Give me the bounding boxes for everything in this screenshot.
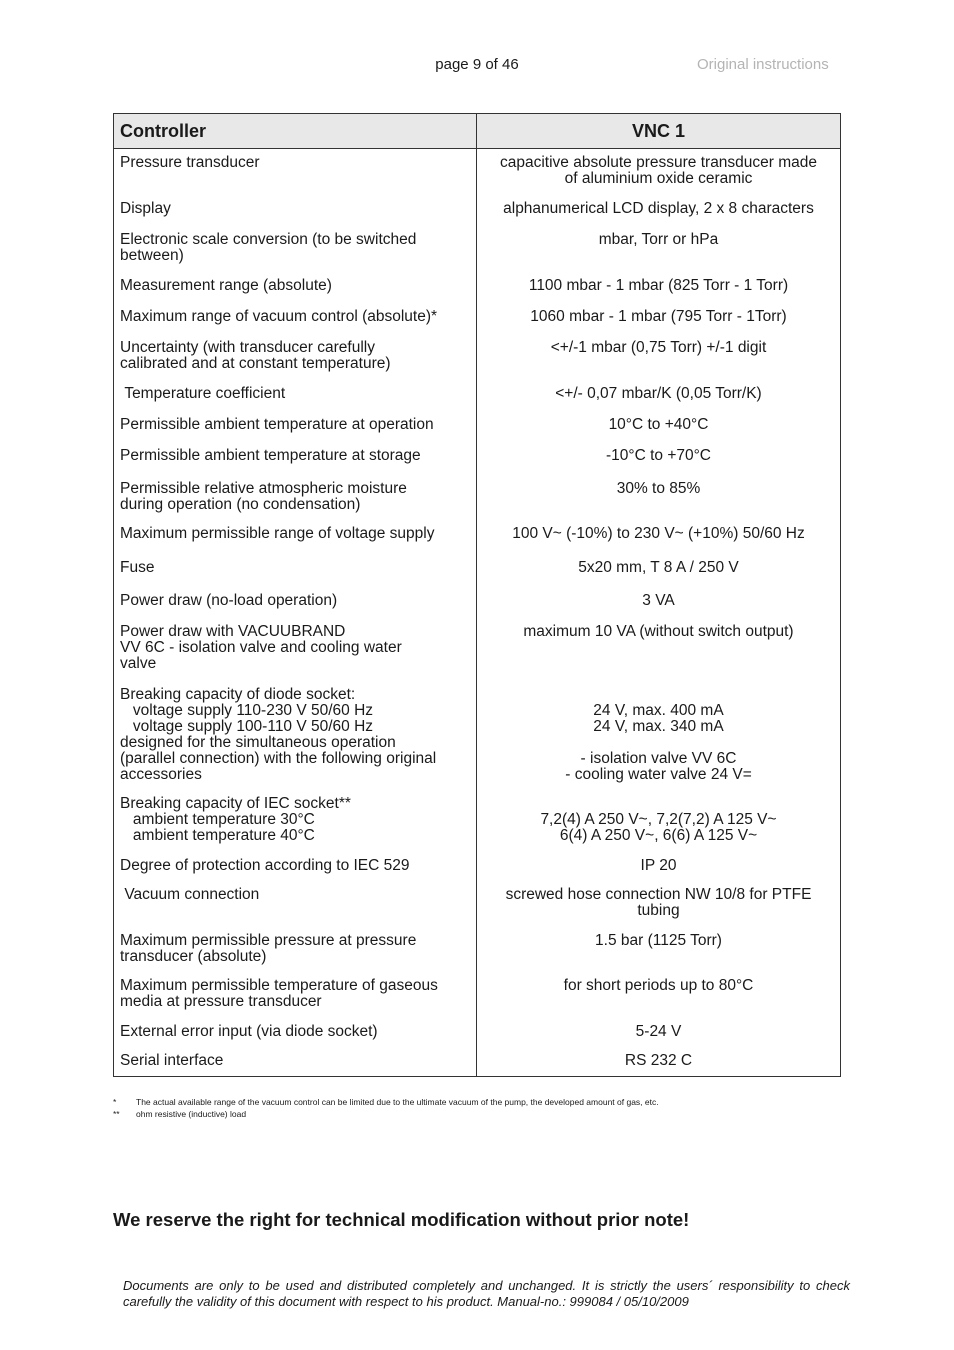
spec-label: External error input (via diode socket) <box>114 1018 477 1047</box>
table-row <box>114 149 841 195</box>
spec-label: Permissible ambient temperature at storage <box>114 442 477 475</box>
table-row <box>114 475 841 520</box>
spec-label: Measurement range (absolute) <box>114 272 477 303</box>
spec-value: mbar, Torr or hPa <box>477 226 841 272</box>
table-row <box>114 1018 841 1047</box>
spec-label: Temperature coefficient <box>114 380 477 411</box>
table-row <box>114 927 841 972</box>
table-row <box>114 303 841 334</box>
spec-value: screwed hose connection NW 10/8 for PTFE tubing <box>477 881 841 927</box>
spec-value: RS 232 C <box>477 1047 841 1077</box>
spec-label: Display <box>114 195 477 226</box>
spec-value: for short periods up to 80°C <box>477 972 841 1018</box>
table-row <box>114 554 841 587</box>
page-number: page 9 of 46 <box>435 56 519 73</box>
spec-label: Permissible relative atmospheric moisture during operation (no condensation) <box>114 475 477 520</box>
footnotes <box>113 1096 659 1120</box>
footnote-text: The actual available range of the vacuum control can be limited due to the ultimate vacuum of the pump, the developed amount of gas, etc. <box>136 1097 659 1107</box>
spec-value: 7,2(4) A 250 V~, 7,2(7,2) A 125 V~ 6(4) A 250 V~, 6(6) A 125 V~ <box>477 790 841 852</box>
footnote-text: ohm resistive (inductive) load <box>136 1109 247 1119</box>
spec-value: 5-24 V <box>477 1018 841 1047</box>
spec-value: maximum 10 VA (without switch output) <box>477 618 841 681</box>
spec-label: Maximum permissible pressure at pressure transducer (absolute) <box>114 927 477 972</box>
spec-label: Breaking capacity of IEC socket** ambient temperature 30°C ambient temperature 40°C <box>114 790 477 852</box>
spec-value: 10°C to +40°C <box>477 411 841 442</box>
spec-label: Power draw (no-load operation) <box>114 587 477 618</box>
header-controller: Controller <box>114 114 477 149</box>
table-row <box>114 411 841 442</box>
spec-label: Uncertainty (with transducer carefully calibrated and at constant temperature) <box>114 334 477 380</box>
table-row <box>114 442 841 475</box>
table-row <box>114 852 841 881</box>
spec-label: Fuse <box>114 554 477 587</box>
disclaimer: Documents are only to be used and distributed completely and unchanged. It is strictly the users´ responsibility to check carefully the validity of this document with respect to his product. Manual-no.: 999084 / 05/10/2009 <box>123 1278 850 1309</box>
modification-notice: We reserve the right for technical modification without prior note! <box>113 1209 690 1230</box>
spec-value: 1060 mbar - 1 mbar (795 Torr - 1Torr) <box>477 303 841 334</box>
spec-label: Permissible ambient temperature at operation <box>114 411 477 442</box>
table-row <box>114 226 841 272</box>
table-row <box>114 520 841 554</box>
table-row <box>114 587 841 618</box>
spec-label: Breaking capacity of diode socket: voltage supply 110-230 V 50/60 Hz voltage supply 100-110 V 50/60 Hz designed for the simultaneous operation (parallel connection) with the following original accessories <box>114 681 477 790</box>
table-row <box>114 334 841 380</box>
table-row <box>114 618 841 681</box>
spec-label: Power draw with VACUUBRAND VV 6C - isolation valve and cooling water valve <box>114 618 477 681</box>
footnote <box>113 1096 659 1108</box>
spec-value: 24 V, max. 400 mA 24 V, max. 340 mA - isolation valve VV 6C - cooling water valve 24 V= <box>477 681 841 790</box>
header-model: VNC 1 <box>477 114 841 149</box>
footnote-mark: * <box>113 1097 117 1107</box>
spec-value: 100 V~ (-10%) to 230 V~ (+10%) 50/60 Hz <box>477 520 841 554</box>
spec-value: 1100 mbar - 1 mbar (825 Torr - 1 Torr) <box>477 272 841 303</box>
table-row <box>114 195 841 226</box>
table-row <box>114 380 841 411</box>
spec-label: Maximum permissible temperature of gaseous media at pressure transducer <box>114 972 477 1018</box>
table-row <box>114 272 841 303</box>
table-row <box>114 1047 841 1077</box>
spec-value: IP 20 <box>477 852 841 881</box>
spec-label: Electronic scale conversion (to be switched between) <box>114 226 477 272</box>
spec-value: 3 VA <box>477 587 841 618</box>
spec-label: Pressure transducer <box>114 149 477 195</box>
table-row <box>114 790 841 852</box>
table-body <box>114 149 841 1077</box>
table-row <box>114 972 841 1018</box>
spec-value: <+/- 0,07 mbar/K (0,05 Torr/K) <box>477 380 841 411</box>
spec-label: Degree of protection according to IEC 529 <box>114 852 477 881</box>
table-row <box>114 881 841 927</box>
spec-value: <+/-1 mbar (0,75 Torr) +/-1 digit <box>477 334 841 380</box>
spec-value: 5x20 mm, T 8 A / 250 V <box>477 554 841 587</box>
spec-label: Vacuum connection <box>114 881 477 927</box>
spec-label: Serial interface <box>114 1047 477 1077</box>
spec-value: alphanumerical LCD display, 2 x 8 characters <box>477 195 841 226</box>
original-instructions-label: Original instructions <box>697 56 829 73</box>
table-header-row <box>114 114 841 149</box>
spec-value: capacitive absolute pressure transducer made of aluminium oxide ceramic <box>477 149 841 195</box>
spec-label: Maximum permissible range of voltage supply <box>114 520 477 554</box>
spec-label: Maximum range of vacuum control (absolute)* <box>114 303 477 334</box>
footnote <box>113 1108 659 1120</box>
spec-value: 1.5 bar (1125 Torr) <box>477 927 841 972</box>
spec-value: -10°C to +70°C <box>477 442 841 475</box>
table-row <box>114 681 841 790</box>
specifications-table <box>113 113 841 1077</box>
spec-value: 30% to 85% <box>477 475 841 520</box>
footnote-mark: ** <box>113 1109 120 1119</box>
